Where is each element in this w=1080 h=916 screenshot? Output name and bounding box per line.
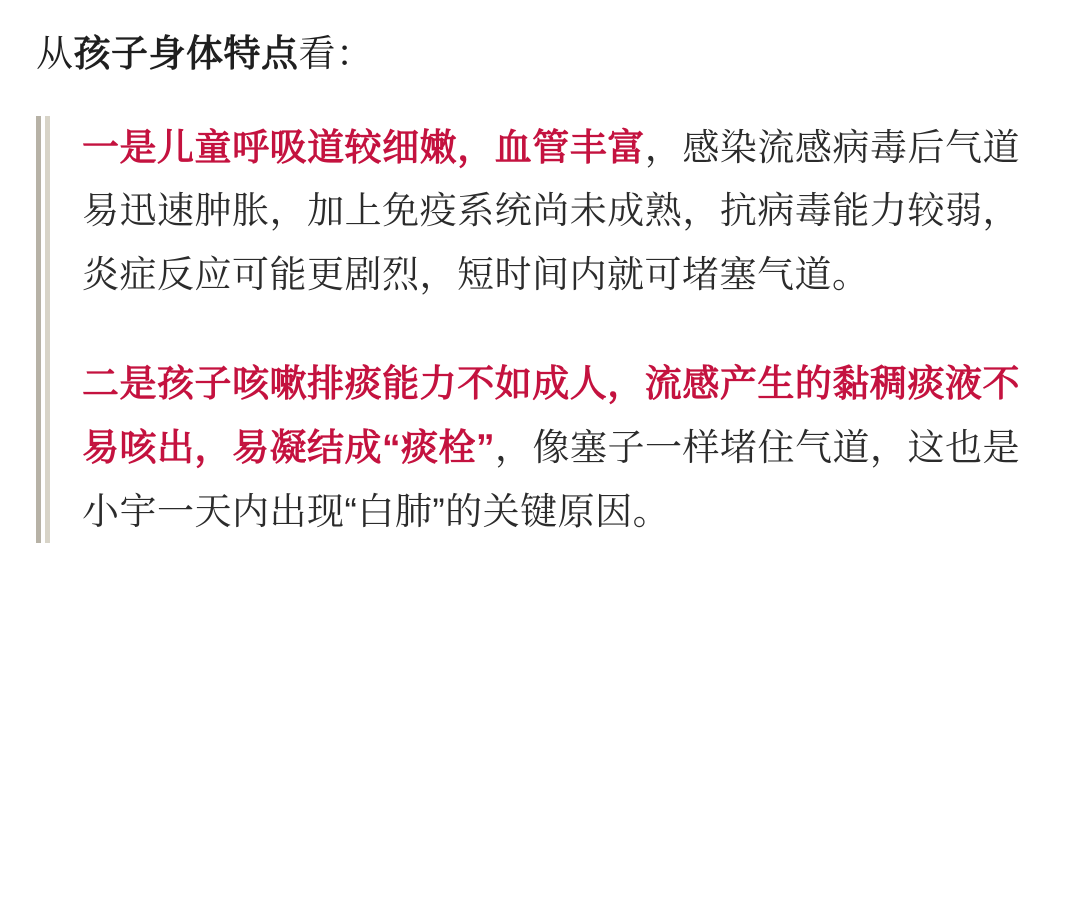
highlight-text: 血管丰富 bbox=[494, 126, 645, 168]
quote-bar-group bbox=[36, 116, 50, 544]
quote-bar-inner bbox=[45, 116, 50, 544]
heading-suffix: 看： bbox=[298, 33, 374, 74]
quote-paragraph-2 bbox=[82, 352, 1020, 543]
quote-block bbox=[36, 116, 1020, 544]
body-text: ，感染流感病毒后气道易迅速肿胀，加上免疫系统尚未成熟，抗病毒能力较弱，炎症反应可能更剧烈，短时间内就可堵塞气道。 bbox=[82, 126, 1021, 295]
body-text: ，像塞子一样堵住气道，这也是小宇一天内出现“白肺”的关键原因。 bbox=[82, 427, 1020, 532]
page-heading bbox=[36, 26, 1020, 82]
highlight-text: 二是孩子咳嗽排痰能力不如成人，流感产生的黏稠痰液不易咳出，易凝结成“痰栓” bbox=[82, 363, 1020, 468]
highlight-text: 一是儿童呼吸道较细嫩， bbox=[82, 126, 495, 168]
heading-prefix: 从 bbox=[36, 33, 74, 74]
heading-strong: 孩子身体特点 bbox=[73, 33, 299, 74]
quote-paragraph-1 bbox=[82, 116, 1020, 307]
quote-bar-outer bbox=[36, 116, 41, 544]
